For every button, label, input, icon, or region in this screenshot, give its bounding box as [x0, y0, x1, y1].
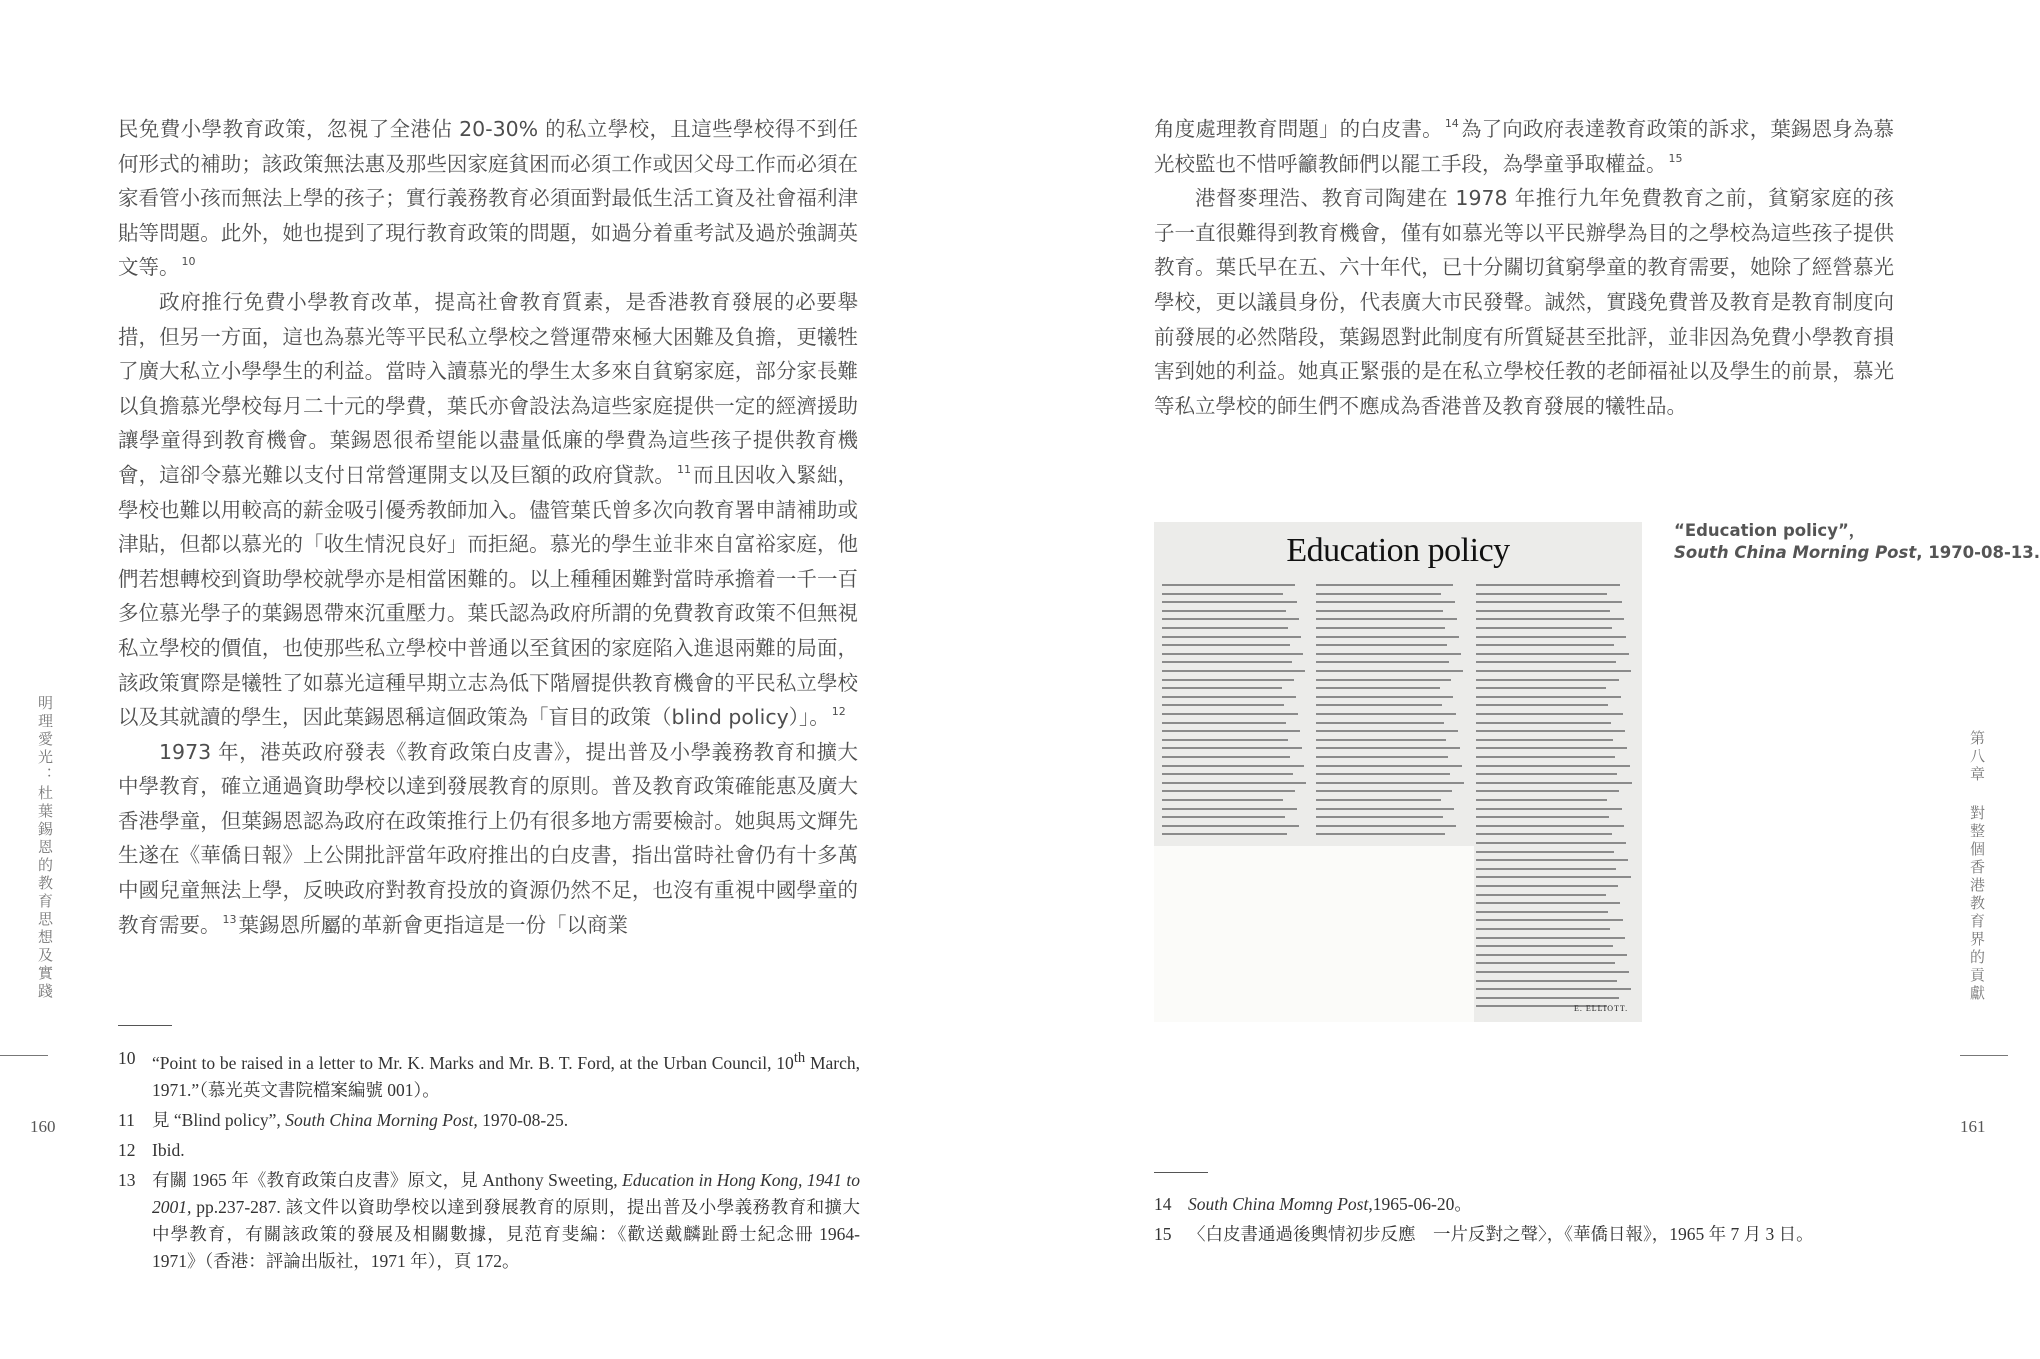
clipping-text-line [1476, 679, 1619, 681]
clipping-text-line [1476, 644, 1614, 646]
clipping-text-line [1476, 636, 1626, 638]
clipping-text-line [1316, 833, 1445, 835]
clipping-text-line [1476, 894, 1606, 896]
clipping-text-line [1476, 782, 1632, 784]
clipping-text-line [1316, 704, 1442, 706]
clipping-text-line [1162, 584, 1295, 586]
clipping-text-line [1476, 962, 1615, 964]
clipping-text-line [1316, 739, 1446, 741]
footnote-number: 15 [1154, 1224, 1172, 1244]
clipping-text-line [1316, 610, 1443, 612]
text-run: “Point to be raised in a letter to Mr. K. Marks and Mr. B. T. Ford, at the Urban Council, 10 [152, 1052, 794, 1073]
clipping-text-line [1476, 945, 1613, 947]
clipping-text-line [1316, 773, 1450, 775]
body-paragraph [118, 735, 858, 943]
clipping-text-line [1476, 971, 1629, 973]
running-title: 明理愛光：杜葉錫恩的教育思想及實踐 [36, 695, 54, 1001]
clipping-text-line [1316, 825, 1456, 827]
text-run: 政府推行免費小學教育改革，提高社會教育質素，是香港教育發展的必要舉措，但另一方面，這也為慕光等平民私立學校之營運帶來極大困難及負擔，更犧牲了廣大私立小學學生的利益。當時入讀慕光的學生太多來自貧窮家庭，部分家長難以負擔慕光學校每月二十元的學費，葉氏亦會設法為這些家庭提供一定的經濟援助讓學童得到教育機會。葉錫恩很希望能以盡量低廉的學費為這些孩子提供教育機會，這卻令慕光難以支付日常營運開支以及巨額的政府貸款。 [118, 289, 858, 487]
clipping-text-line [1476, 601, 1622, 603]
clipping-text-line [1476, 730, 1625, 732]
body-paragraph [118, 285, 858, 735]
footnote-text [1188, 1191, 1896, 1218]
clipping-text-line [1162, 713, 1298, 715]
clipping-text-line [1316, 584, 1453, 586]
clipping-text-line [1316, 765, 1462, 767]
footnote-ref: th [793, 1050, 806, 1066]
clipping-text-line [1476, 584, 1620, 586]
caption-date: , 1970-08-13. [1916, 543, 2040, 562]
clipping-text-line [1316, 653, 1461, 655]
clipping-text-line [1476, 937, 1625, 939]
clipping-text-line [1316, 644, 1447, 646]
clipping-text-line [1316, 670, 1463, 672]
clipping-text-line [1162, 696, 1296, 698]
footnote-text [152, 1107, 860, 1134]
footnote-text [152, 1045, 860, 1104]
clipping-top-panel [1154, 522, 1642, 846]
text-run: ,1965-06-20。 [1368, 1194, 1472, 1214]
caption-title: “Education policy”， [1674, 521, 1866, 540]
clipping-text-line [1476, 618, 1624, 620]
footnote [118, 1137, 860, 1164]
clipping-text-line [1476, 928, 1610, 930]
left-footnotes [118, 1045, 860, 1278]
left-page [0, 0, 1004, 1359]
clipping-text-line [1476, 919, 1623, 921]
clipping-text-line [1162, 833, 1287, 835]
page-number: 160 [30, 1117, 56, 1136]
right-footnotes [1154, 1191, 1896, 1251]
footnote [1154, 1191, 1896, 1218]
text-run: 角度處理教育問題」的白皮書。 [1154, 117, 1443, 141]
clipping-text-line [1162, 816, 1285, 818]
text-run: 見 “Blind policy”, [152, 1109, 286, 1130]
clipping-text-line [1162, 653, 1303, 655]
text-run: 有關 1965 年《教育政策白皮書》原文，見 Anthony Sweeting, [152, 1169, 623, 1190]
clipping-text-line [1316, 687, 1440, 689]
right-page [1004, 0, 2040, 1359]
clipping-text-line [1316, 636, 1459, 638]
text-run: pp.237-287. 該文件以資助學校以達到發展教育的原則，提出普及小學義務教育和擴大中學教育，有關該政策的發展及相關數據，見范育斐編：《歡送戴麟趾爵士紀念冊 1964-1971》（香港：評論出版社，1971 年），頁 172。 [152, 1196, 860, 1271]
left-body-text [118, 112, 858, 942]
text-run: 1973 年，港英政府發表《教育政策白皮書》，提出普及小學義務教育和擴大中學教育，確立通過資助學校以達到發展教育的原則。普及教育政策確能惠及廣大香港學童，但葉錫恩認為政府在政策推行上仍有很多地方需要檢討。她與馬文輝先生遂在《華僑日報》上公開批評當年政府推出的白皮書，指出當時社會仍有十多萬中國兒童無法上學，反映政府對教育投放的資源仍然不足，也沒有重視中國學童的教育需要。 [118, 739, 858, 937]
text-run: 葉錫恩所屬的革新會更指這是一份「以商業 [238, 912, 628, 937]
clipping-text-line [1476, 739, 1613, 741]
text-run: 港督麥理浩、教育司陶建在 1978 年推行九年免費教育之前，貧窮家庭的孩子一直很難得到教育機會，僅有如慕光等以平民辦學為目的之學校為這些孩子提供教育。葉氏早在五、六十年代，已十分關切貧窮學童的教育需要，她除了經營慕光學校，更以議員身份，代表廣大市民發聲。誠然，實踐免費普及教育是教育制度向前發展的必然階段，葉錫恩對此制度有所質疑甚至批評，並非因為免費小學教育損害到她的利益。她真正緊張的是在私立學校任教的老師福祉以及學生的前景，慕光等私立學校的師生們不應成為香港普及教育發展的犧牲品。 [1154, 186, 1894, 418]
text-run: 1970-08-25. [477, 1109, 569, 1130]
figure-caption [1674, 520, 2040, 564]
page-number: 161 [1960, 1117, 1986, 1136]
caption-source: South China Morning Post [1674, 543, 1917, 562]
footnote-text [1188, 1221, 1896, 1248]
text-run: 為了向政府表達教育政策的訴求，葉錫恩身為慕光校監也不惜呼籲教師們以罷工手段，為學童爭取權益。 [1154, 117, 1895, 176]
clipping-text-line [1316, 661, 1449, 663]
clipping-text-line [1476, 765, 1630, 767]
footnote-ref: 12 [831, 705, 846, 719]
clipping-text-line [1476, 799, 1607, 801]
clipping-text-line [1476, 833, 1612, 835]
clipping-text-line [1476, 670, 1631, 672]
body-paragraph [118, 112, 858, 285]
footnote-ref: 13 [222, 912, 237, 926]
clipping-text-line [1316, 696, 1453, 698]
clipping-text-line [1162, 799, 1283, 801]
footnote-number: 13 [118, 1169, 136, 1190]
clipping-text-line [1476, 851, 1614, 853]
footnote-rule [118, 1025, 172, 1026]
italic-text: Education in Hong Kong, 1941 to 2001, [152, 1169, 860, 1217]
clipping-text-line [1476, 825, 1624, 827]
clipping-text-line [1476, 816, 1609, 818]
footnote-ref: 14 [1444, 117, 1459, 130]
clipping-text-line [1476, 808, 1622, 810]
footnote [118, 1107, 860, 1134]
footnote-number: 10 [118, 1048, 136, 1068]
body-paragraph [1154, 181, 1894, 423]
clipping-text-line [1162, 825, 1299, 827]
clipping-text-line [1162, 808, 1297, 810]
clipping-text-line [1476, 868, 1616, 870]
clipping-text-line [1316, 713, 1456, 715]
clipping-text-line [1162, 765, 1304, 767]
clipping-text-line [1162, 636, 1301, 638]
clipping-text-line [1316, 782, 1464, 784]
clipping-text-line [1476, 790, 1619, 792]
edge-rule [0, 1055, 48, 1056]
clipping-text-line [1162, 687, 1282, 689]
clipping-text-line [1476, 902, 1620, 904]
text-run: 而且因收入緊絀，學校也難以用較高的薪金吸引優秀教師加入。儘管葉氏曾多次向教育署申請補助或津貼，但都以慕光的「收生情況良好」而拒絕。慕光的學生並非來自富裕家庭，他們若想轉校到資助學校就學亦是相當困難的。以上種種困難對當時承擔着一千一百多位慕光學子的葉錫恩帶來沉重壓力。葉氏認為政府所謂的免費教育政策不但無視私立學校的價值，也使那些私立學校中普通以至貧困的家庭陷入進退兩難的局面，該政策實際是犧牲了如慕光這種早期立志為低下階層提供教育機會的平民私立學校以及其就讀的學生，因此葉錫恩稱這個政策為「盲目的政策（blind policy）」。 [118, 462, 859, 730]
clipping-text-line [1476, 747, 1627, 749]
caption-source-line [1674, 542, 2040, 564]
clipping-text-line [1162, 730, 1300, 732]
italic-text: South China Momng Post [1188, 1194, 1369, 1214]
clipping-text-line [1476, 696, 1621, 698]
clipping-text-line [1316, 593, 1441, 595]
text-run: March, 1971.”（慕光英文書院檔案編號 001）。 [152, 1052, 860, 1100]
clipping-text-line [1316, 808, 1454, 810]
clipping-text-line [1162, 790, 1295, 792]
clipping-text-line [1476, 988, 1631, 990]
clipping-text-line [1476, 773, 1617, 775]
footnote-text [152, 1167, 860, 1275]
clipping-text-line [1316, 730, 1458, 732]
clipping-text-line [1476, 661, 1616, 663]
clipping-text-line [1476, 885, 1618, 887]
clipping-text-line [1476, 653, 1629, 655]
footnote [1154, 1221, 1896, 1248]
clipping-column-tail [1474, 846, 1642, 1022]
clipping-text-line [1162, 782, 1306, 784]
text-run: 〈白皮書通過後輿情初步反應 一片反對之聲〉，《華僑日報》，1965 年 7 月 3 日。 [1188, 1224, 1814, 1244]
clipping-text-line [1316, 790, 1452, 792]
clipping-text-line [1476, 842, 1626, 844]
clipping-text-line [1476, 756, 1615, 758]
clipping-signature: E. ELLIOTT. [1574, 1004, 1629, 1013]
clipping-text-line [1162, 747, 1302, 749]
clipping-text-line [1162, 739, 1288, 741]
clipping-text-line [1476, 627, 1612, 629]
footnote [118, 1167, 860, 1275]
newspaper-clipping-image [1154, 522, 1642, 1022]
clipping-text-line [1476, 911, 1608, 913]
clipping-text-line [1162, 627, 1288, 629]
footnote-ref: 10 [181, 255, 196, 269]
clipping-text-line [1316, 679, 1451, 681]
clipping-text-line [1476, 954, 1627, 956]
clipping-text-line [1162, 670, 1305, 672]
clipping-text-line [1162, 679, 1294, 681]
clipping-text-line [1476, 713, 1623, 715]
text-run: 民免費小學教育政策，忽視了全港佔 20-30% 的私立學校，且這些學校得不到任何形式的補助；該政策無法惠及那些因家庭貧困而必須工作或因父母工作而必須在家看管小孩而無法上學的孩子；實行義務教育必須面對最低生活工資及社會福利津貼等問題。此外，她也提到了現行教育政策的問題，如過分着重考試及過於強調英文等。 [118, 117, 858, 280]
clipping-text-line [1476, 876, 1631, 878]
footnote-rule [1154, 1172, 1208, 1173]
clipping-text-line [1316, 816, 1443, 818]
clipping-text-line [1476, 704, 1608, 706]
clipping-text-line [1162, 593, 1283, 595]
footnote [118, 1045, 860, 1104]
clipping-text-line [1162, 756, 1290, 758]
clipping-text-line [1316, 601, 1455, 603]
clipping-text-line [1316, 627, 1445, 629]
edge-rule [1960, 1055, 2008, 1056]
clipping-text-line [1476, 997, 1619, 999]
clipping-text-line [1476, 980, 1617, 982]
footnote-text [152, 1137, 860, 1164]
clipping-text-line [1316, 756, 1448, 758]
footnote-number: 12 [118, 1139, 136, 1160]
text-run: Ibid. [152, 1139, 185, 1160]
clipping-text-line [1162, 704, 1284, 706]
clipping-text-line [1476, 687, 1606, 689]
footnote-number: 14 [1154, 1194, 1172, 1214]
clipping-text-line [1476, 859, 1628, 861]
footnote-ref: 15 [1668, 151, 1683, 165]
footnote-number: 11 [118, 1109, 135, 1130]
clipping-text-line [1162, 722, 1286, 724]
clipping-text-line [1316, 722, 1444, 724]
body-paragraph [1154, 112, 1894, 181]
footnote-ref: 11 [676, 462, 691, 476]
clipping-text-line [1162, 601, 1297, 603]
clipping-text-line [1162, 644, 1290, 646]
clipping-text-line [1316, 747, 1460, 749]
clipping-text-line [1476, 593, 1607, 595]
clipping-text-line [1162, 610, 1286, 612]
right-body-text [1154, 112, 1894, 423]
clipping-text-line [1476, 610, 1610, 612]
clipping-text-line [1162, 661, 1292, 663]
italic-text: South China Morning Post, [285, 1109, 478, 1130]
clipping-text-line [1162, 773, 1293, 775]
clipping-text-line [1476, 722, 1611, 724]
clipping-text-line [1316, 799, 1441, 801]
clipping-headline: Education policy [1286, 532, 1510, 569]
clipping-text-line [1316, 618, 1457, 620]
clipping-text-line [1162, 618, 1299, 620]
running-title: 第八章 對整個香港教育界的貢獻 [1968, 730, 1986, 1003]
